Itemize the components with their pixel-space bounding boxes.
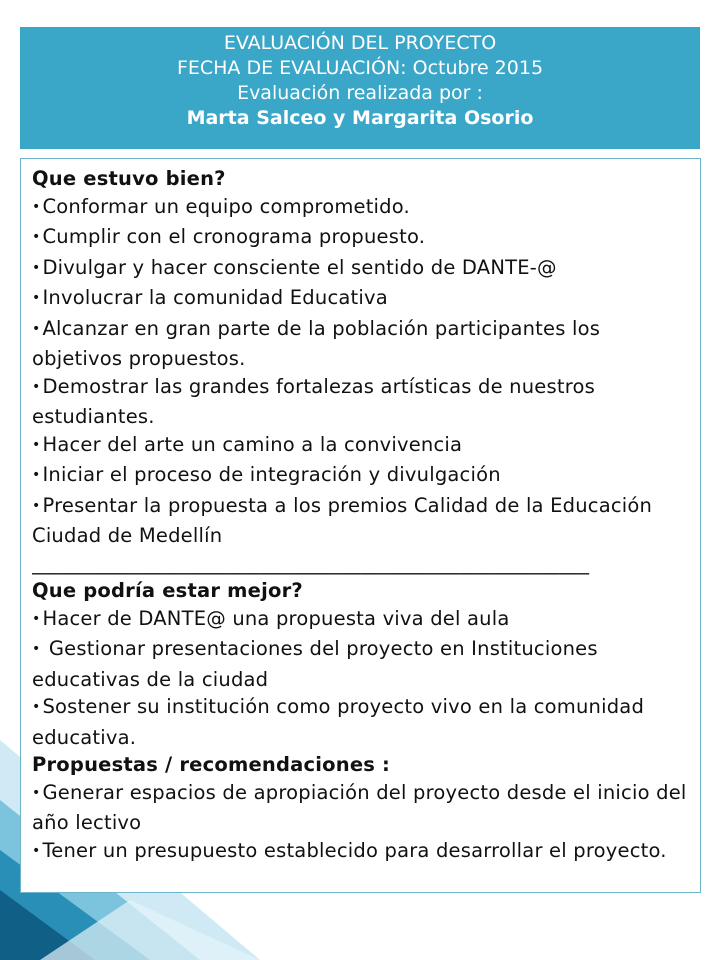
proposal-item: • Tener un presupuesto establecido para desarrollar el proyecto. — [32, 837, 690, 868]
good-item: • Demostrar las grandes fortalezas artísticas de nuestros estudiantes. — [32, 373, 690, 431]
good-item: • Cumplir con el cronograma propuesto. — [32, 223, 690, 254]
good-heading: Que estuvo bien? — [32, 167, 226, 190]
good-item: • Presentar la propuesta a los premios Calidad de la Educación Ciudad de Medellín — [32, 492, 690, 550]
good-item: • Alcanzar en gran parte de la población participantes los objetivos propuestos. — [32, 315, 690, 373]
good-item: • Conformar un equipo comprometido. — [32, 193, 690, 224]
proposals-heading: Propuestas / recomendaciones : — [32, 753, 391, 776]
better-item: • Hacer de DANTE@ una propuesta viva del aula — [32, 605, 690, 636]
proposal-item: • Generar espacios de apropiación del proyecto desde el inicio del año lectivo — [32, 779, 690, 837]
header-evaluators: Marta Salceo y Margarita Osorio — [186, 107, 534, 129]
header-title: EVALUACIÓN DEL PROYECTO — [223, 32, 497, 54]
evaluation-content — [20, 158, 701, 893]
good-item: • Iniciar el proceso de integración y divulgación — [32, 461, 690, 492]
good-item: • Involucrar la comunidad Educativa — [32, 284, 690, 315]
good-item: • Hacer del arte un camino a la convivencia — [32, 431, 690, 462]
better-heading: Que podría estar mejor? — [32, 579, 303, 602]
section-divider: ________________________________________________________ — [32, 551, 590, 575]
header-date: FECHA DE EVALUACIÓN: Octubre 2015 — [176, 57, 544, 79]
header-evaluated-by: Evaluación realizada por : — [237, 82, 483, 104]
good-item: • Divulgar y hacer consciente el sentido de DANTE-@ — [32, 254, 690, 285]
better-item: • Sostener su institución como proyecto vivo en la comunidad educativa. — [32, 693, 690, 751]
better-item: • Gestionar presentaciones del proyecto en Instituciones educativas de la ciudad — [32, 635, 690, 693]
evaluation-header — [20, 27, 700, 149]
